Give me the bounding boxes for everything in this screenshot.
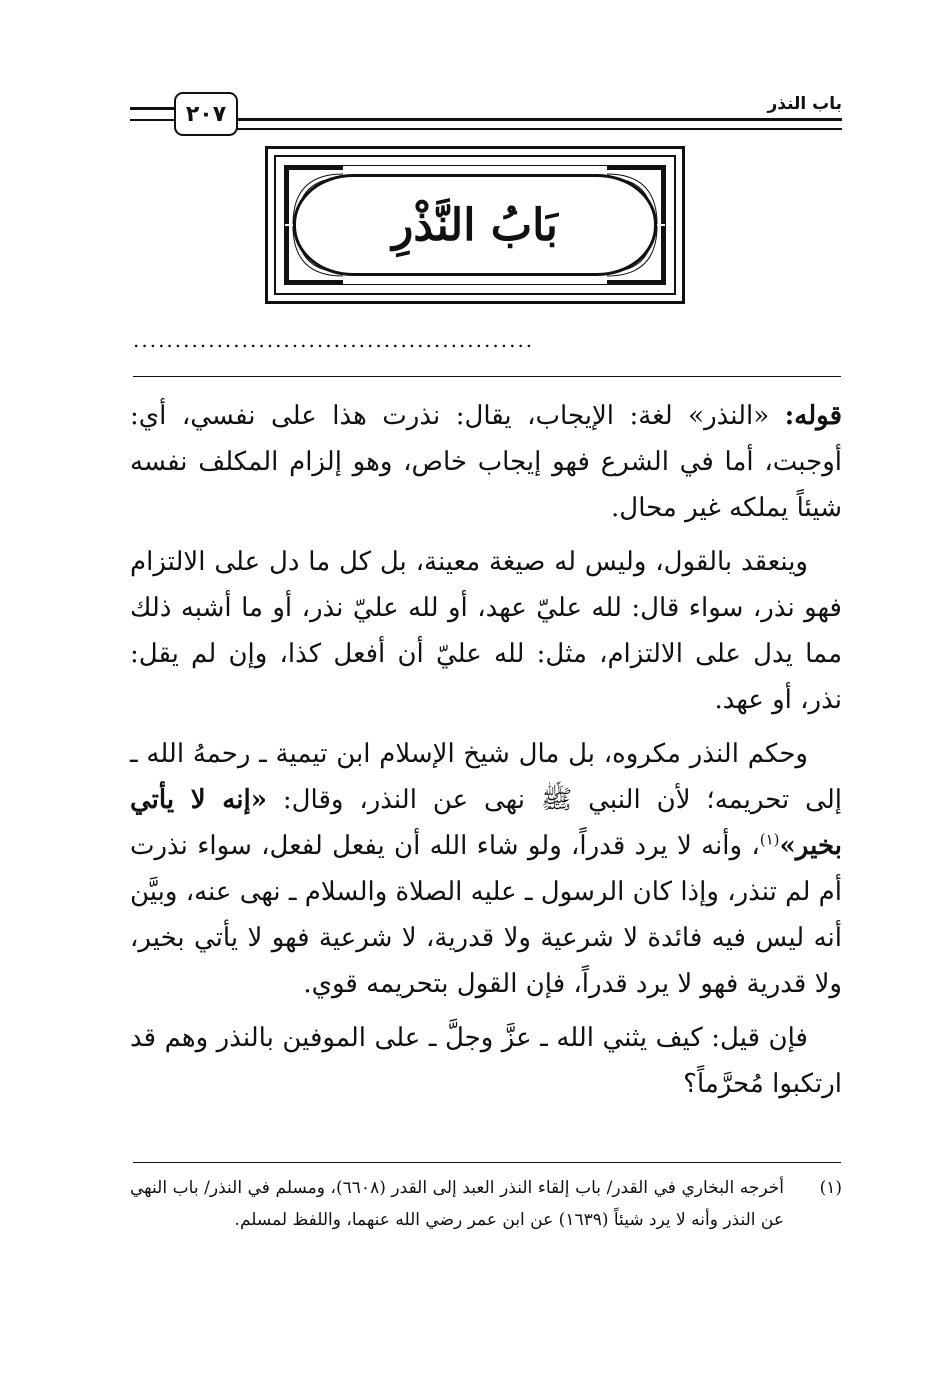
- running-title: باب النذر: [767, 94, 842, 114]
- paragraph-text: «النذر» لغة: الإيجاب، يقال: نذرت هذا على نفسي، أي: أوجبت، أما في الشرع فهو إيجاب خاص، وهو إلزام المكلف نفسه شيئاً يملكه غير محال.: [130, 401, 842, 523]
- body-text: [130, 393, 842, 1115]
- ruling-text-b: ، وأنه لا يرد قدراً، ولو شاء الله أن يفعل لفعل، سواء نذرت أم لم تنذر، وإذا كان الرسول ـ عليه الصلاة والسلام ـ نهى عنه، وبيَّن أنه ليس فيه فائدة لا شرعية ولا قدرية، لا شرعية فهو لا يأتي بخير، ولا قدرية فهو لا يرد قدراً، فإن القول بتحريمه قوي.: [130, 831, 842, 999]
- page-number: ٢٠٧: [174, 92, 238, 136]
- hadith-quote: «إنه لا يأتي بخير»: [130, 785, 842, 861]
- chapter-title-frame: [265, 146, 685, 304]
- header-rule-right: [234, 118, 842, 130]
- paragraph-formation: وينعقد بالقول، وليس له صيغة معينة، بل كل ما دل على الالتزام فهو نذر، سواء قال: لله عليّ عهد، أو لله عليّ نذر، أو ما أشبه ذلك مما يدل على الالتزام، مثل: لله عليّ أن أفعل كذا، وإن لم يقل: نذر، أو عهد.: [130, 547, 842, 715]
- footnote-rule: [133, 1162, 841, 1163]
- paragraph-label: قوله:: [784, 401, 842, 431]
- footnote-reference[interactable]: (١): [759, 830, 780, 849]
- footnote-number: (١): [819, 1178, 842, 1198]
- text-rule: [133, 376, 841, 377]
- footnote-text: أخرجه البخاري في القدر/ باب إلقاء النذر العبد إلى القدر (٦٦٠٨)، ومسلم في النذر/ باب النهي عن النذر وأنه لا يرد شيئاً (١٦٣٩) عن ابن عمر رضي الله عنهما، واللفظ لمسلم.: [130, 1178, 785, 1230]
- footnote: [130, 1172, 842, 1236]
- chapter-title: بَابُ النَّذْرِ: [392, 199, 558, 251]
- header-rule-left: [130, 107, 176, 121]
- ruling-text-a: وحكم النذر مكروه، بل مال شيخ الإسلام ابن تيمية ـ رحمهُ الله ـ إلى تحريمه؛ لأن النبي ﷺ نهى عن النذر، وقال:: [130, 739, 842, 815]
- paragraph-question: فإن قيل: كيف يثني الله ـ عزَّ وجلَّ ـ على الموفين بالنذر وهم قد ارتكبوا مُحرَّماً؟: [130, 1023, 842, 1099]
- paragraph-ruling: [130, 731, 842, 1007]
- page-header: [130, 88, 842, 140]
- dotted-separator: ................................................: [133, 330, 535, 350]
- paragraph-definition: [130, 393, 842, 531]
- chapter-title-pill: [293, 174, 657, 276]
